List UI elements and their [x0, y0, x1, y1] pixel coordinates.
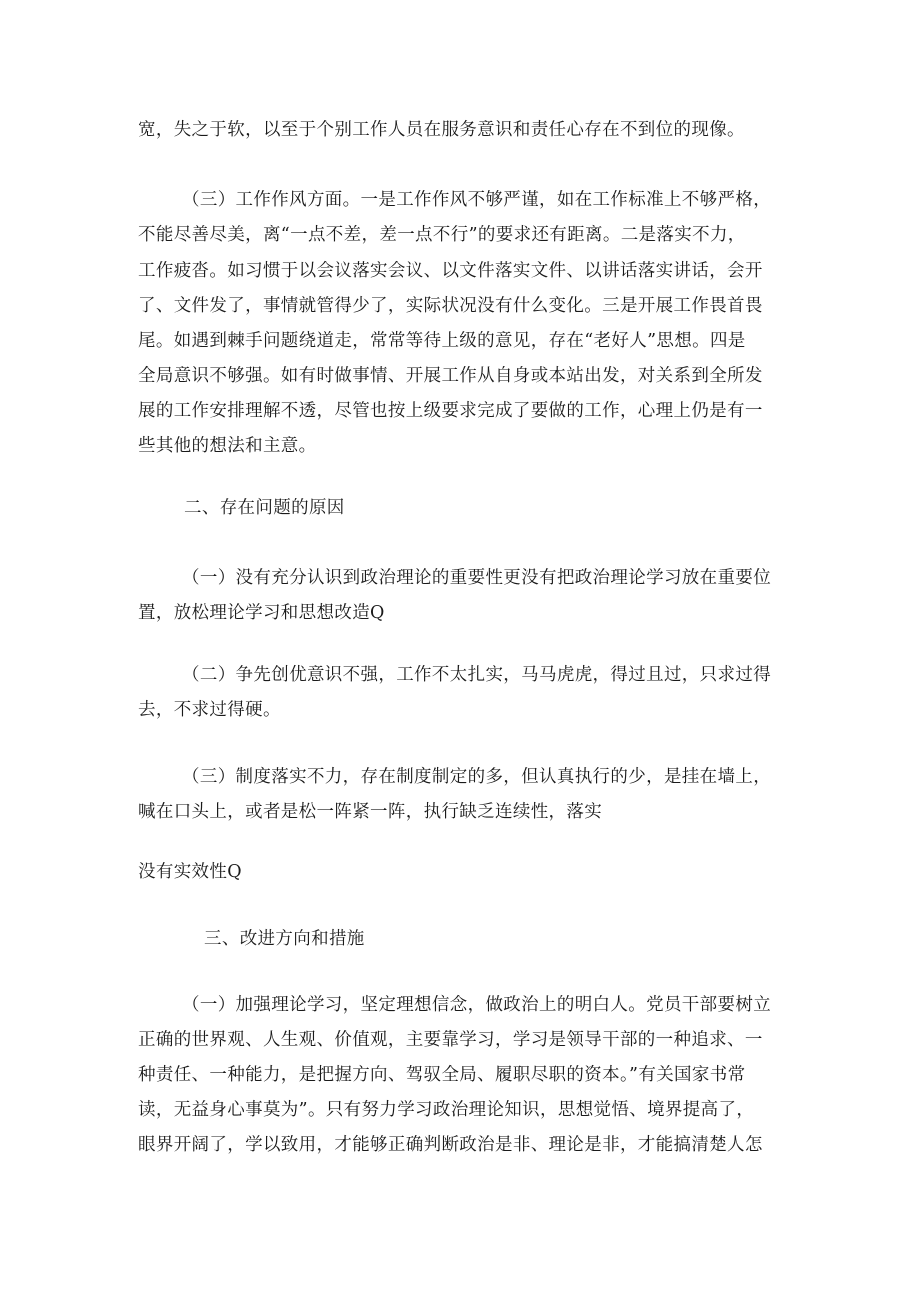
paragraph-line: （一）没有充分认识到政治理论的重要性更没有把政治理论学习放在重要位: [182, 568, 772, 588]
paragraph-line: 展的工作安排理解不透，尽管也按上级要求完成了要做的工作，心理上仍是有一: [138, 401, 763, 421]
section-heading-measures: 三、改进方向和措施: [204, 929, 365, 949]
paragraph-line: 置，放松理论学习和思想改造Q: [138, 603, 385, 623]
paragraph-line: 正确的世界观、人生观、价值观，主要靠学习，学习是领导干部的一种追求、一: [138, 1030, 763, 1050]
paragraph-line: 工作疲沓。如习惯于以会议落实会议、以文件落实文件、以讲话落实讲话，会开: [138, 261, 763, 281]
paragraph-line: 眼界开阔了，学以致用，才能够正确判断政治是非、理论是非，才能搞清楚人怎: [138, 1135, 763, 1155]
paragraph-line: 种责任、一种能力，是把握方向、驾驭全局、履职尽职的资本。”有关国家书常: [138, 1065, 746, 1085]
paragraph-line: 些其他的想法和主意。: [138, 436, 317, 456]
section-heading-causes: 二、存在问题的原因: [184, 498, 345, 518]
paragraph-line: （一）加强理论学习，坚定理想信念，做政治上的明白人。党员干部要树立: [182, 995, 772, 1015]
paragraph-line: 尾。如遇到棘手问题绕道走，常常等待上级的意见，存在“老好人”思想。四是: [138, 331, 746, 351]
paragraph-line: 宽，失之于软，以至于个别工作人员在服务意识和责任心存在不到位的现像。: [138, 120, 745, 140]
paragraph-line: （三）制度落实不力，存在制度制定的多，但认真执行的少，是挂在墙上，: [182, 767, 772, 787]
paragraph-line: 读，无益身心事莫为”。只有努力学习政治理论知识，思想觉悟、境界提高了，: [138, 1100, 755, 1120]
paragraph-line: （三）工作作风方面。一是工作作风不够严谨，如在工作标准上不够严格，: [182, 190, 772, 210]
paragraph-line: 没有实效性Q: [138, 862, 242, 882]
paragraph-line: 了、文件发了，事情就管得少了，实际状况没有什么变化。三是开展工作畏首畏: [138, 296, 763, 316]
paragraph-line: 喊在口头上，或者是松一阵紧一阵，执行缺乏连续性，落实: [138, 802, 603, 822]
paragraph-line: 全局意识不够强。如有时做事情、开展工作从自身或本站出发，对关系到全所发: [138, 366, 763, 386]
paragraph-line: 不能尽善尽美，离“一点不差，差一点不行”的要求还有距离。二是落实不力，: [138, 225, 746, 245]
paragraph-line: 去，不求过得硬。: [138, 700, 281, 720]
paragraph-line: （二）争先创优意识不强，工作不太扎实，马马虎虎，得过且过，只求过得: [182, 665, 772, 685]
